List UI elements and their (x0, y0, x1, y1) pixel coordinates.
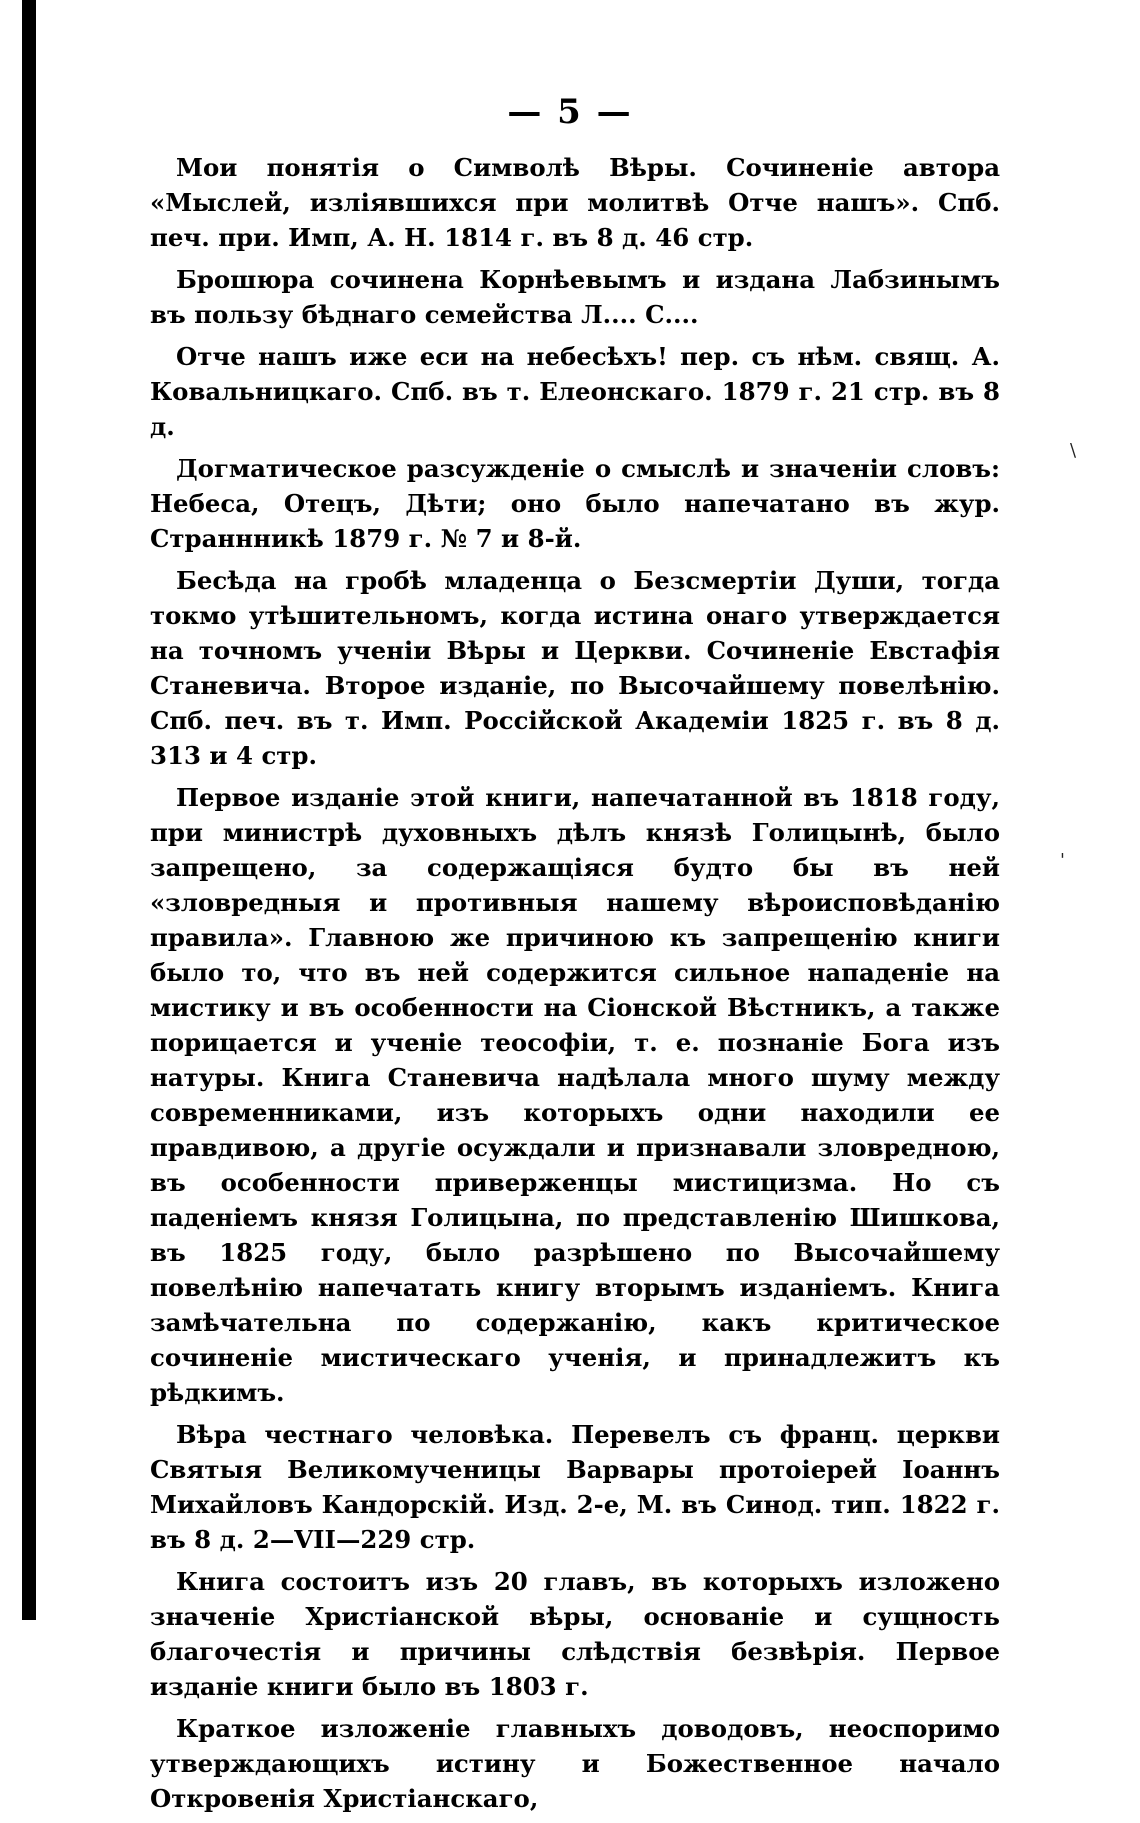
bibliography-entry (150, 563, 1000, 773)
page-number: — 5 — (507, 92, 633, 132)
entry-headword: Бесѣда (176, 566, 277, 595)
entry-text: честнаго человѣка. Перевелъ съ франц. церкви Святыя Великомученицы Варвары протоіерей Іоаннъ Михайловъ Кандорскій. Изд. 2-е, М. въ Синод. тип. 1822 г. въ 8 д. 2—VII—229 стр. (150, 1420, 1000, 1554)
entry-headword: Мои (176, 153, 238, 182)
entry-headword: Вѣра (176, 1420, 247, 1449)
bibliography-entry (150, 1711, 1000, 1816)
entry-text: нашъ иже еси на небесѣхъ! пер. съ нѣм. свящ. А. Ковальницкаго. Спб. въ т. Елеонскаго. 1879 г. 21 стр. въ 8 д. (150, 342, 1000, 441)
bibliography-entry (150, 150, 1000, 255)
bibliography-entry (150, 1417, 1000, 1557)
entry-headword: Краткое (176, 1714, 296, 1743)
bibliography-entry (150, 339, 1000, 444)
entry-note: Книга состоитъ изъ 20 главъ, въ которыхъ изложено значеніе Христіанской вѣры, основаніе и сущность благочестія и причины слѣдствія безвѣрія. Первое изданіе книги было въ 1803 г. (150, 1567, 1000, 1701)
entry-headword: Отче (176, 342, 246, 371)
entry-text: на гробѣ младенца о Безсмертіи Души, тогда токмо утѣшительномъ, когда истина онаго утверждается на точномъ ученіи Вѣры и Церкви. Сочиненіе Евстафія Станевича. Второе изданіе, по Высочайшему повелѣнію. Спб. печ. въ т. Имп. Россійской Академіи 1825 г. въ 8 д. 313 и 4 стр. (150, 566, 1000, 770)
entry-text: понятія о Символѣ Вѣры. Сочиненіе автора «Мыслей, изліявшихся при молитвѣ Отче нашъ». Спб. печ. при. Имп, А. Н. 1814 г. въ 8 д. 46 стр. (150, 153, 1000, 252)
page-body (150, 150, 1000, 1823)
entry-note: Брошюра сочинена Корнѣевымъ и издана Лабзинымъ въ пользу бѣднаго семейства Л.... С.... (150, 265, 1000, 329)
scan-mark: ' (1060, 850, 1065, 871)
scan-border (22, 0, 36, 1620)
scan-mark: \ (1070, 440, 1077, 461)
entry-note: Догматическое разсужденіе о смыслѣ и значеніи словъ: Небеса, Отецъ, Дѣти; оно было напечатано въ жур. Страннникѣ 1879 г. № 7 и 8-й. (150, 454, 1000, 553)
entry-text: изложеніе главныхъ доводовъ, неоспоримо утверждающихъ истину и Божественное начало Откровенія Христіанскаго, (150, 1714, 1000, 1813)
entry-note: Первое изданіе этой книги, напечатанной въ 1818 году, при министрѣ духовныхъ дѣлъ князѣ Голицынѣ, было запрещено, за содержащіяся будто бы въ ней «зловредныя и противныя нашему вѣроисповѣданію правила». Главною же причиною къ запрещенію книги было то, что въ ней содержится сильное нападеніе на мистику и въ особенности на Сіонской Вѣстникъ, а также порицается и ученіе теософіи, т. е. познаніе Бога изъ натуры. Книга Станевича надѣлала много шуму между современниками, изъ которыхъ одни находили ее правдивою, а другіе осуждали и признавали зловредною, въ особенности приверженцы мистицизма. Но съ паденіемъ князя Голицына, по представленію Шишкова, въ 1825 году, было разрѣшено по Высочайшему повелѣнію напечатать книгу вторымъ изданіемъ. Книга замѣчательна по содержанію, какъ критическое сочиненіе мистическаго ученія, и принадлежитъ къ рѣдкимъ. (150, 783, 1000, 1407)
